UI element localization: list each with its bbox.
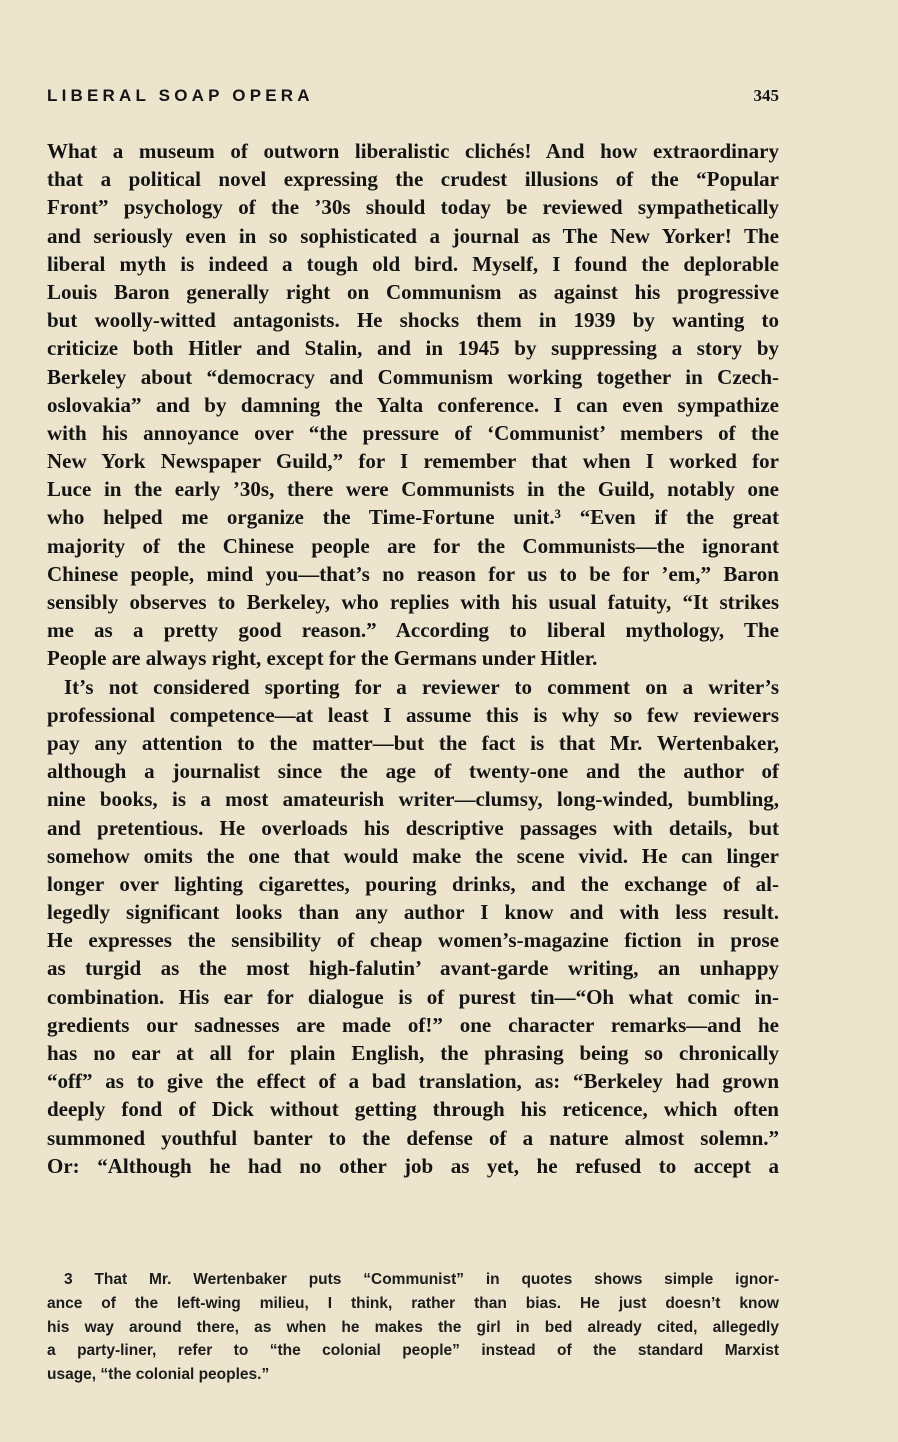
text-line: and seriously even in so sophisticated a journal as The New Yorker! The — [47, 223, 779, 248]
text-line: pay any attention to the matter—but the fact is that Mr. Wertenbaker, — [47, 730, 779, 755]
text-line: with his annoyance over “the pressure of ‘Communist’ members of the — [47, 420, 779, 445]
text-line: has no ear at all for plain English, the phrasing being so chronically — [47, 1041, 779, 1065]
text-line: combination. His ear for dialogue is of purest tin—“Oh what comic in- — [47, 984, 779, 1009]
text-line: Front” psychology of the ’30s should today be reviewed sympathetically — [47, 195, 779, 220]
text-line: summoned youthful banter to the defense of a nature almost solemn.” — [47, 1125, 779, 1150]
running-title: LIBERAL SOAP OPERA — [47, 86, 314, 105]
body-text — [47, 137, 779, 1180]
text-line: criticize both Hitler and Stalin, and in 1945 by suppressing a story by — [47, 336, 779, 361]
text-line: legedly significant looks than any author I know and with less result. — [47, 900, 779, 925]
text-line: professional competence—at least I assume this is why so few reviewers — [47, 702, 779, 727]
text-line: “off” as to give the effect of a bad translation, as: “Berkeley had grown — [47, 1069, 779, 1094]
text-line: although a journalist since the age of twenty-one and the author of — [47, 759, 779, 784]
text-line: me as a pretty good reason.” According to liberal mythology, The — [47, 618, 779, 643]
text-line: longer over lighting cigarettes, pouring drinks, and the exchange of al- — [47, 871, 779, 896]
text-line: Louis Baron generally right on Communism as against his progressive — [47, 279, 779, 304]
text-line: nine books, is a most amateurish writer—clumsy, long-winded, bumbling, — [47, 787, 779, 812]
text-line: He expresses the sensibility of cheap women’s-magazine fiction in prose — [47, 928, 779, 953]
page-number: 345 — [753, 86, 779, 105]
text-line: oslovakia” and by damning the Yalta conference. I can even sympathize — [47, 392, 779, 417]
text-line: Or: “Although he had no other job as yet, he refused to accept a — [47, 1153, 779, 1178]
text-line: who helped me organize the Time-Fortune unit.³ “Even if the great — [47, 505, 779, 530]
text-line: Chinese people, mind you—that’s no reason for us to be for ’em,” Baron — [47, 561, 779, 586]
text-line: and pretentious. He overloads his descriptive passages with details, but — [47, 815, 779, 840]
text-line: What a museum of outworn liberalistic clichés! And how extraordinary — [47, 139, 779, 163]
text-line: majority of the Chinese people are for the Communists—the ignorant — [47, 533, 779, 558]
running-head — [47, 86, 779, 110]
text-line: Berkeley about “democracy and Communism working together in Czech- — [47, 364, 779, 389]
text-line: deeply fond of Dick without getting through his reticence, which often — [47, 1097, 779, 1122]
text-line: but woolly-witted antagonists. He shocks them in 1939 by wanting to — [47, 308, 779, 333]
text-line: as turgid as the most high-falutin’ avant-garde writing, an unhappy — [47, 956, 779, 981]
text-line: People are always right, except for the Germans under Hitler. — [47, 646, 598, 671]
text-line: gredients our sadnesses are made of!” one character remarks—and he — [47, 1012, 779, 1037]
footnote-line: 3 That Mr. Wertenbaker puts “Communist” in quotes shows simple ignor- — [64, 1271, 779, 1288]
footnote-line: a party-liner, refer to “the colonial people” instead of the standard Marxist — [47, 1342, 779, 1360]
text-line: liberal myth is indeed a tough old bird. Myself, I found the deplorable — [47, 251, 779, 276]
text-line: that a political novel expressing the crudest illusions of the “Popular — [47, 167, 779, 192]
text-line: somehow omits the one that would make the scene vivid. He can linger — [47, 843, 779, 868]
footnote — [47, 1268, 779, 1387]
footnote-line: usage, “the colonial peoples.” — [47, 1366, 270, 1384]
text-line: It’s not considered sporting for a reviewer to comment on a writer’s — [64, 674, 779, 699]
text-line: New York Newspaper Guild,” for I remember that when I worked for — [47, 449, 779, 474]
footnote-line: his way around there, as when he makes the girl in bed already cited, allegedly — [47, 1318, 779, 1336]
footnote-line: ance of the left-wing milieu, I think, rather than bias. He just doesn’t know — [47, 1294, 779, 1312]
text-line: Luce in the early ’30s, there were Communists in the Guild, notably one — [47, 477, 779, 502]
text-line: sensibly observes to Berkeley, who replies with his usual fatuity, “It strikes — [47, 590, 779, 614]
